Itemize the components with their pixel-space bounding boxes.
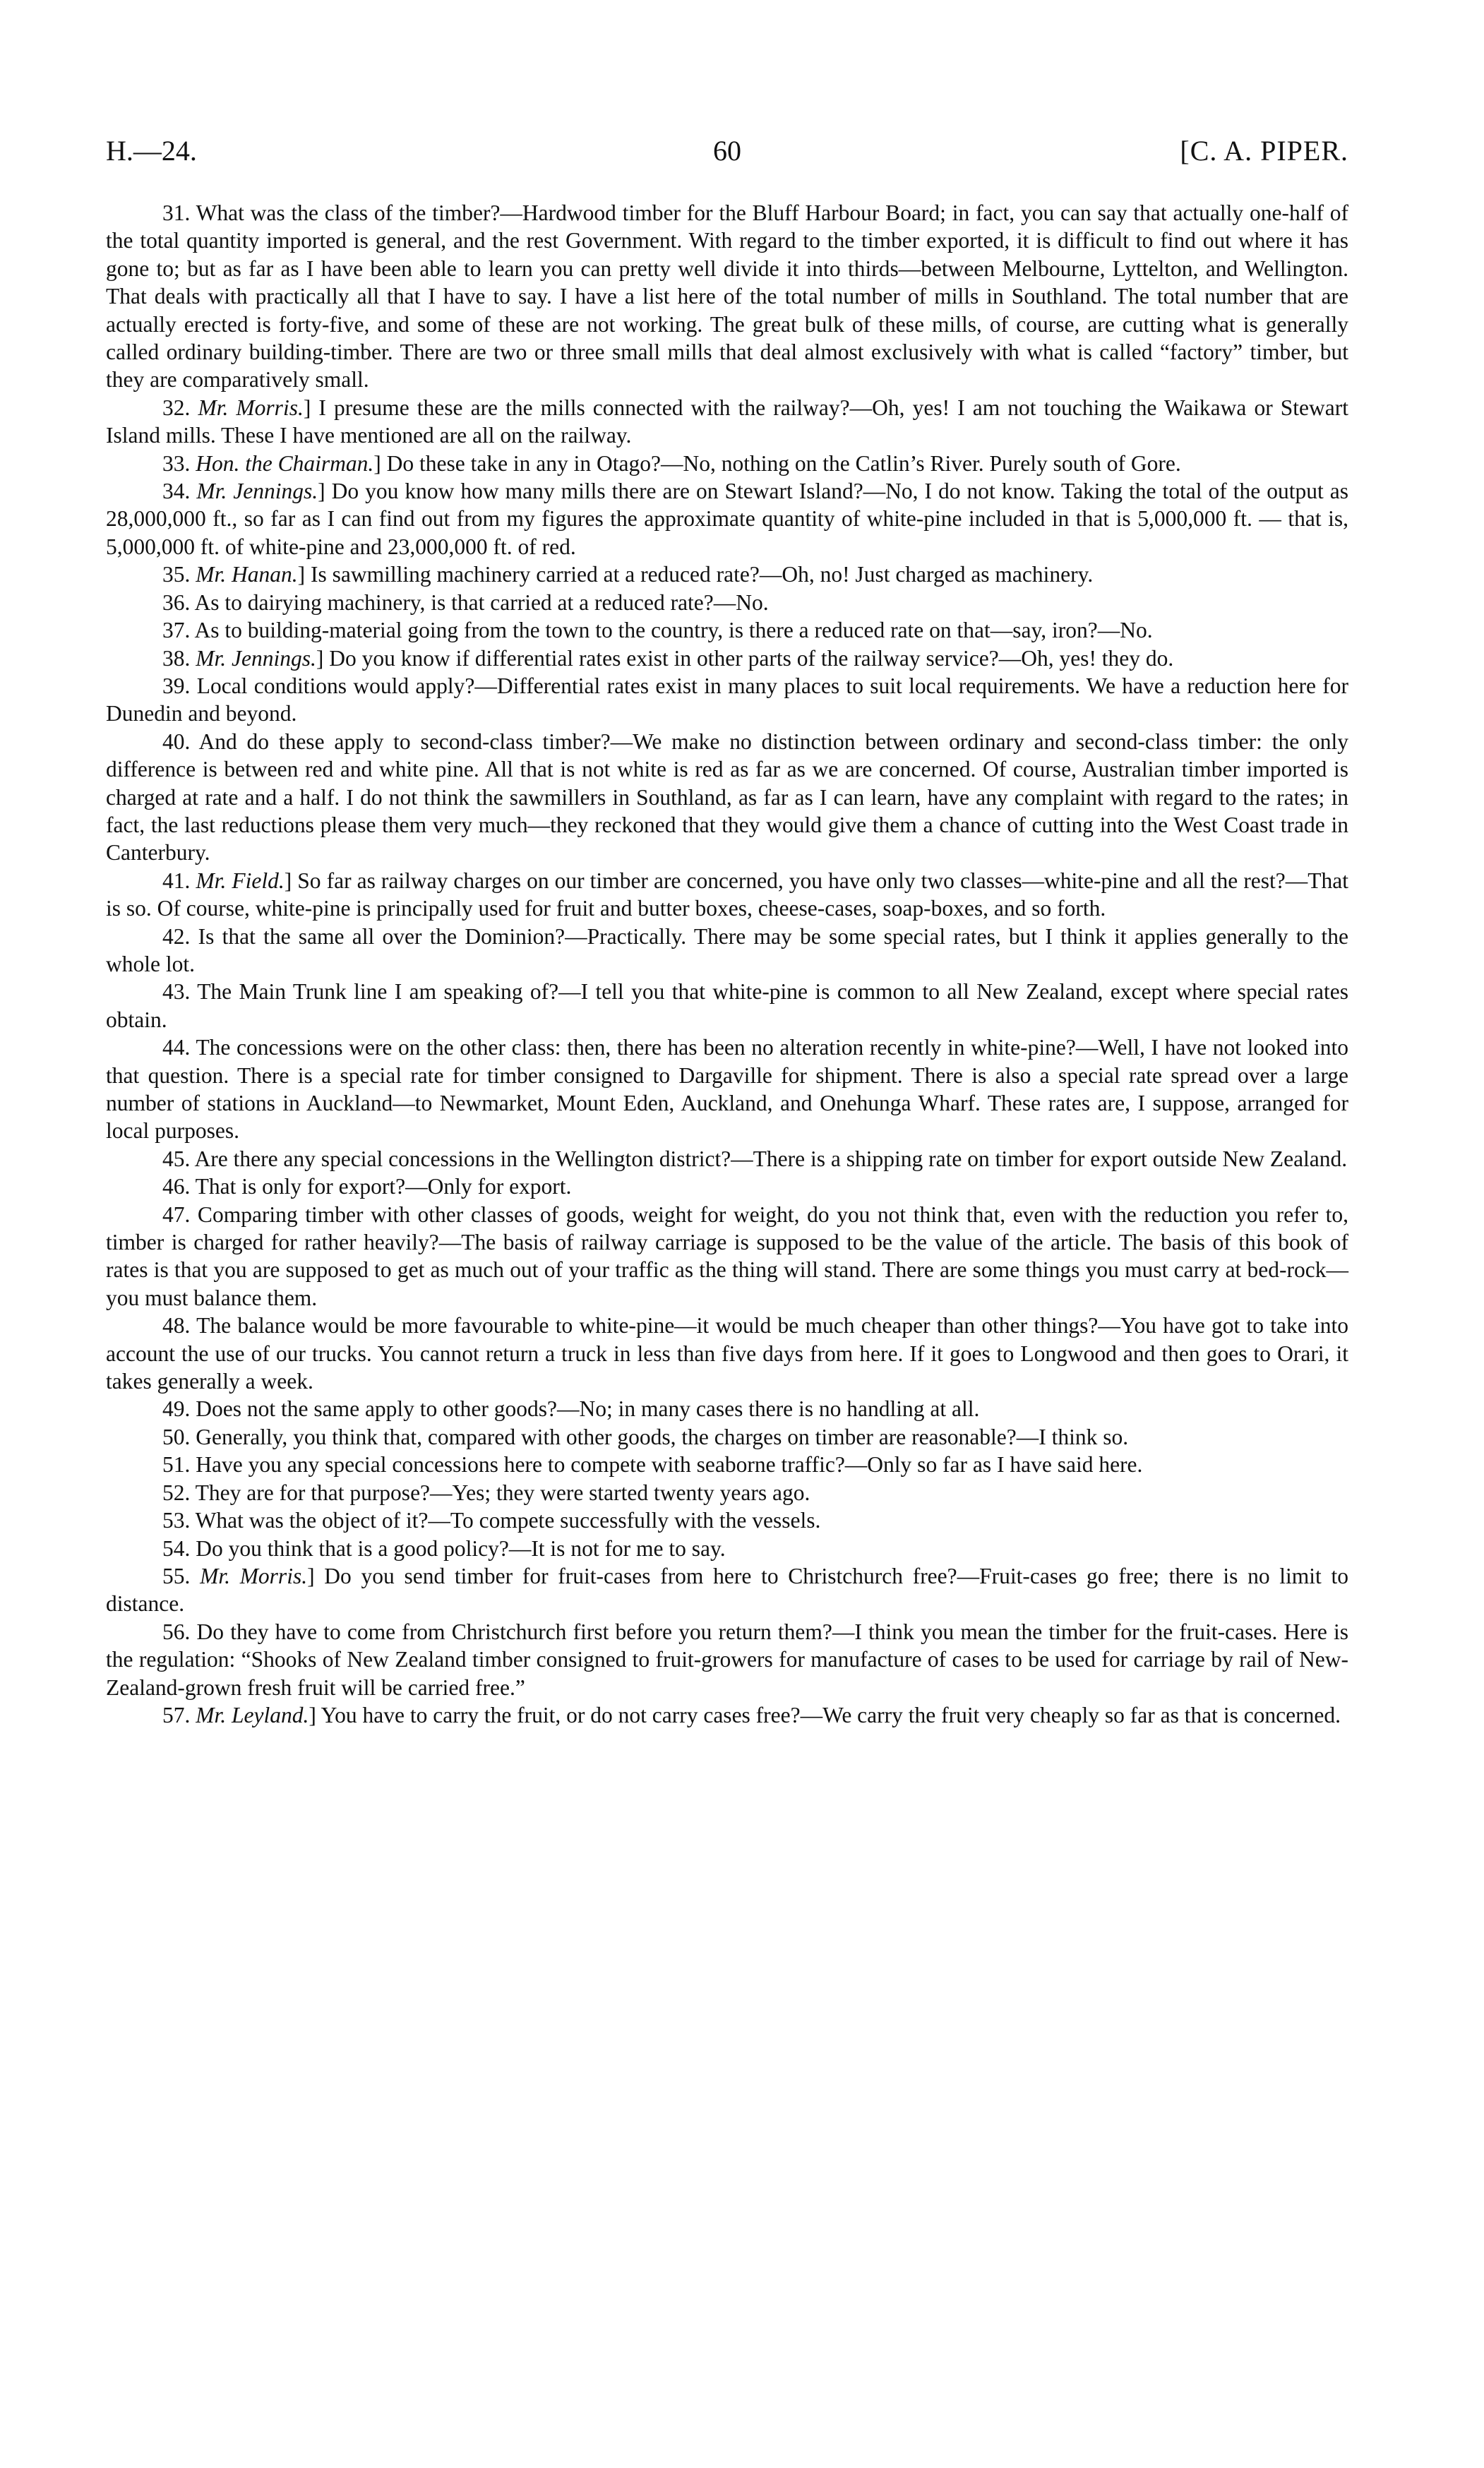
page-number: 60 [713,135,741,167]
testimony-paragraph: 32. Mr. Morris.] I presume these are the mills connected with the railway?—Oh, yes! I am not touching the Waikawa or Stewart Island mills. These I have mentioned are all on the railway. [106,395,1348,448]
testimony-paragraph: 51. Have you any special concessions here to compete with seaborne traffic?—Only so far as I have said here. [162,1452,1143,1478]
speaker-name: Mr. Jennings. [196,479,318,504]
testimony-paragraph: 46. That is only for export?—Only for export. [162,1174,572,1199]
witness-name: [C. A. PIPER. [1180,135,1348,167]
testimony-paragraph: 49. Does not the same apply to other goods?—No; in many cases there is no handling at all. [162,1396,980,1422]
testimony-paragraph: 53. What was the object of it?—To compete successfully with the vessels. [162,1508,821,1533]
testimony-paragraph: 35. Mr. Hanan.] Is sawmilling machinery carried at a reduced rate?—Oh, no! Just charged as machinery. [162,562,1094,587]
page-header [106,134,1348,179]
testimony-paragraph: 37. As to building-material going from the town to the country, is there a reduced rate on that—say, iron?—No. [162,618,1153,643]
testimony-paragraph: 33. Hon. the Chairman.] Do these take in any in Otago?—No, nothing on the Catlin’s River. Purely south of Gore. [162,450,1181,476]
testimony-paragraph: 38. Mr. Jennings.] Do you know if differential rates exist in other parts of the railway service?—Oh, yes! they do. [162,645,1174,671]
testimony-paragraph: 44. The concessions were on the other class: then, there has been no alteration recently in white-pine?—Well, I have not looked into that question. There is a special rate for timber consigned to Dargaville for shipment. There is also a special rate spread over a large number of stations in Auckland—to Newmarket, Mount Eden, Auckland, and Onehunga Wharf. These rates are, I suppose, arranged for local purposes. [106,1035,1348,1144]
testimony-paragraph: 47. Comparing timber with other classes of goods, weight for weight, do you not think that, even with the reduction you refer to, timber is charged for rather heavily?—The basis of railway carriage is supposed to be the value of the article. The basis of this book of rates is that you are supposed to get as much out of your traffic as the thing will stand. There are some things you must carry at bed-rock—you must balance them. [106,1202,1348,1310]
testimony-paragraph: 55. Mr. Morris.] Do you send timber for fruit-cases from here to Christchurch free?—Fruit-cases go free; there is no limit to distance. [106,1563,1349,1617]
testimony-paragraph: 41. Mr. Field.] So far as railway charges on our timber are concerned, you have only two classes—white-pine and all the rest?—That is so. Of course, white-pine is principally used for fruit and butter boxes, cheese-cases, soap-boxes, and so forth. [106,868,1349,921]
testimony-paragraph: 56. Do they have to come from Christchurch first before you return them?—I think you mean the timber for the fruit-cases. Here is the regulation: “Shooks of New Zealand timber consigned to fruit-growers for manufacture of cases to be used for carriage by rail of New-Zealand-grown fresh fruit will be carried free.” [106,1619,1348,1700]
speaker-name: Mr. Morris. [198,395,304,420]
testimony-paragraph: 42. Is that the same all over the Dominion?—Practically. There may be some special rates, but I think it applies generally to the whole lot. [106,923,1348,976]
testimony-paragraph: 43. The Main Trunk line I am speaking of?—I tell you that white-pine is common to all New Zealand, except where special rates obtain. [106,979,1348,1032]
testimony-paragraph: 54. Do you think that is a good policy?—It is not for me to say. [162,1535,726,1561]
document-reference: H.—24. [106,135,197,167]
testimony-paragraph: 39. Local conditions would apply?—Differential rates exist in many places to suit local requirements. We have a reduction here for Dunedin and beyond. [106,673,1348,726]
testimony-paragraph: 48. The balance would be more favourable to white-pine—it would be much cheaper than other things?—You have got to take into account the use of our trucks. You cannot return a truck in less than five days from here. If it goes to Longwood and then goes to Orari, it takes generally a week. [106,1313,1348,1394]
testimony-paragraph: 52. They are for that purpose?—Yes; they were started twenty years ago. [162,1480,810,1505]
testimony-paragraph: 50. Generally, you think that, compared with other goods, the charges on timber are reasonable?—I think so. [162,1424,1129,1449]
testimony-paragraph: 31. What was the class of the timber?—Hardwood timber for the Bluff Harbour Board; in fact, you can say that actually one-half of the total quantity imported is general, and the rest Government. With regard to the timber exported, it is difficult to find out where it has gone to; but as far as I have been able to learn you can pretty well divide it into thirds—between Melbourne, Lyttelton, and Wellington. That deals with practically all that I have to say. I have a list here of the total number of mills in Southland. The total number that are actually erected is forty-five, and some of these are not working. The great bulk of these mills, of course, are cutting what is generally called ordinary building-timber. There are two or three small mills that deal almost exclusively with what is called “factory” timber, but they are comparatively small. [106,200,1348,393]
testimony-paragraph: 36. As to dairying machinery, is that carried at a reduced rate?—No. [162,589,769,615]
speaker-name: Mr. Leyland. [196,1702,309,1727]
testimony-paragraph: 40. And do these apply to second-class timber?—We make no distinction between ordinary and second-class timber: the only difference is between red and white pine. All that is not white is red as far as we are concerned. Of course, Australian timber imported is charged at rate and a half. I do not think the sawmillers in Southland, as far as I can learn, have any complaint with regard to the rates; in fact, the last reductions please them very much—they reckoned that they would give them a chance of cutting into the West Coast trade in Canterbury. [106,729,1348,865]
testimony-paragraph: 45. Are there any special concessions in the Wellington district?—There is a shipping rate on timber for export outside New Zealand. [162,1146,1348,1171]
testimony-paragraph: 34. Mr. Jennings.] Do you know how many mills there are on Stewart Island?—No, I do not know. Taking the total of the output as 28,000,000 ft., so far as I can find out from my figures the approximate quantity of white-pine included in that is 5,000,000 ft. — that is, 5,000,000 ft. of white-pine and 23,000,000 ft. of red. [106,479,1348,559]
speaker-name: Hon. the Chairman. [196,450,374,476]
speaker-name: Mr. Field. [196,868,285,893]
speaker-name: Mr. Jennings. [196,645,316,671]
speaker-name: Mr. Hanan. [196,562,298,587]
speaker-name: Mr. Morris. [200,1563,308,1588]
testimony-paragraph: 57. Mr. Leyland.] You have to carry the fruit, or do not carry cases free?—We carry the fruit very cheaply so far as that is concerned. [162,1702,1341,1727]
document-page [106,134,1348,1729]
testimony-text [106,199,1348,1729]
